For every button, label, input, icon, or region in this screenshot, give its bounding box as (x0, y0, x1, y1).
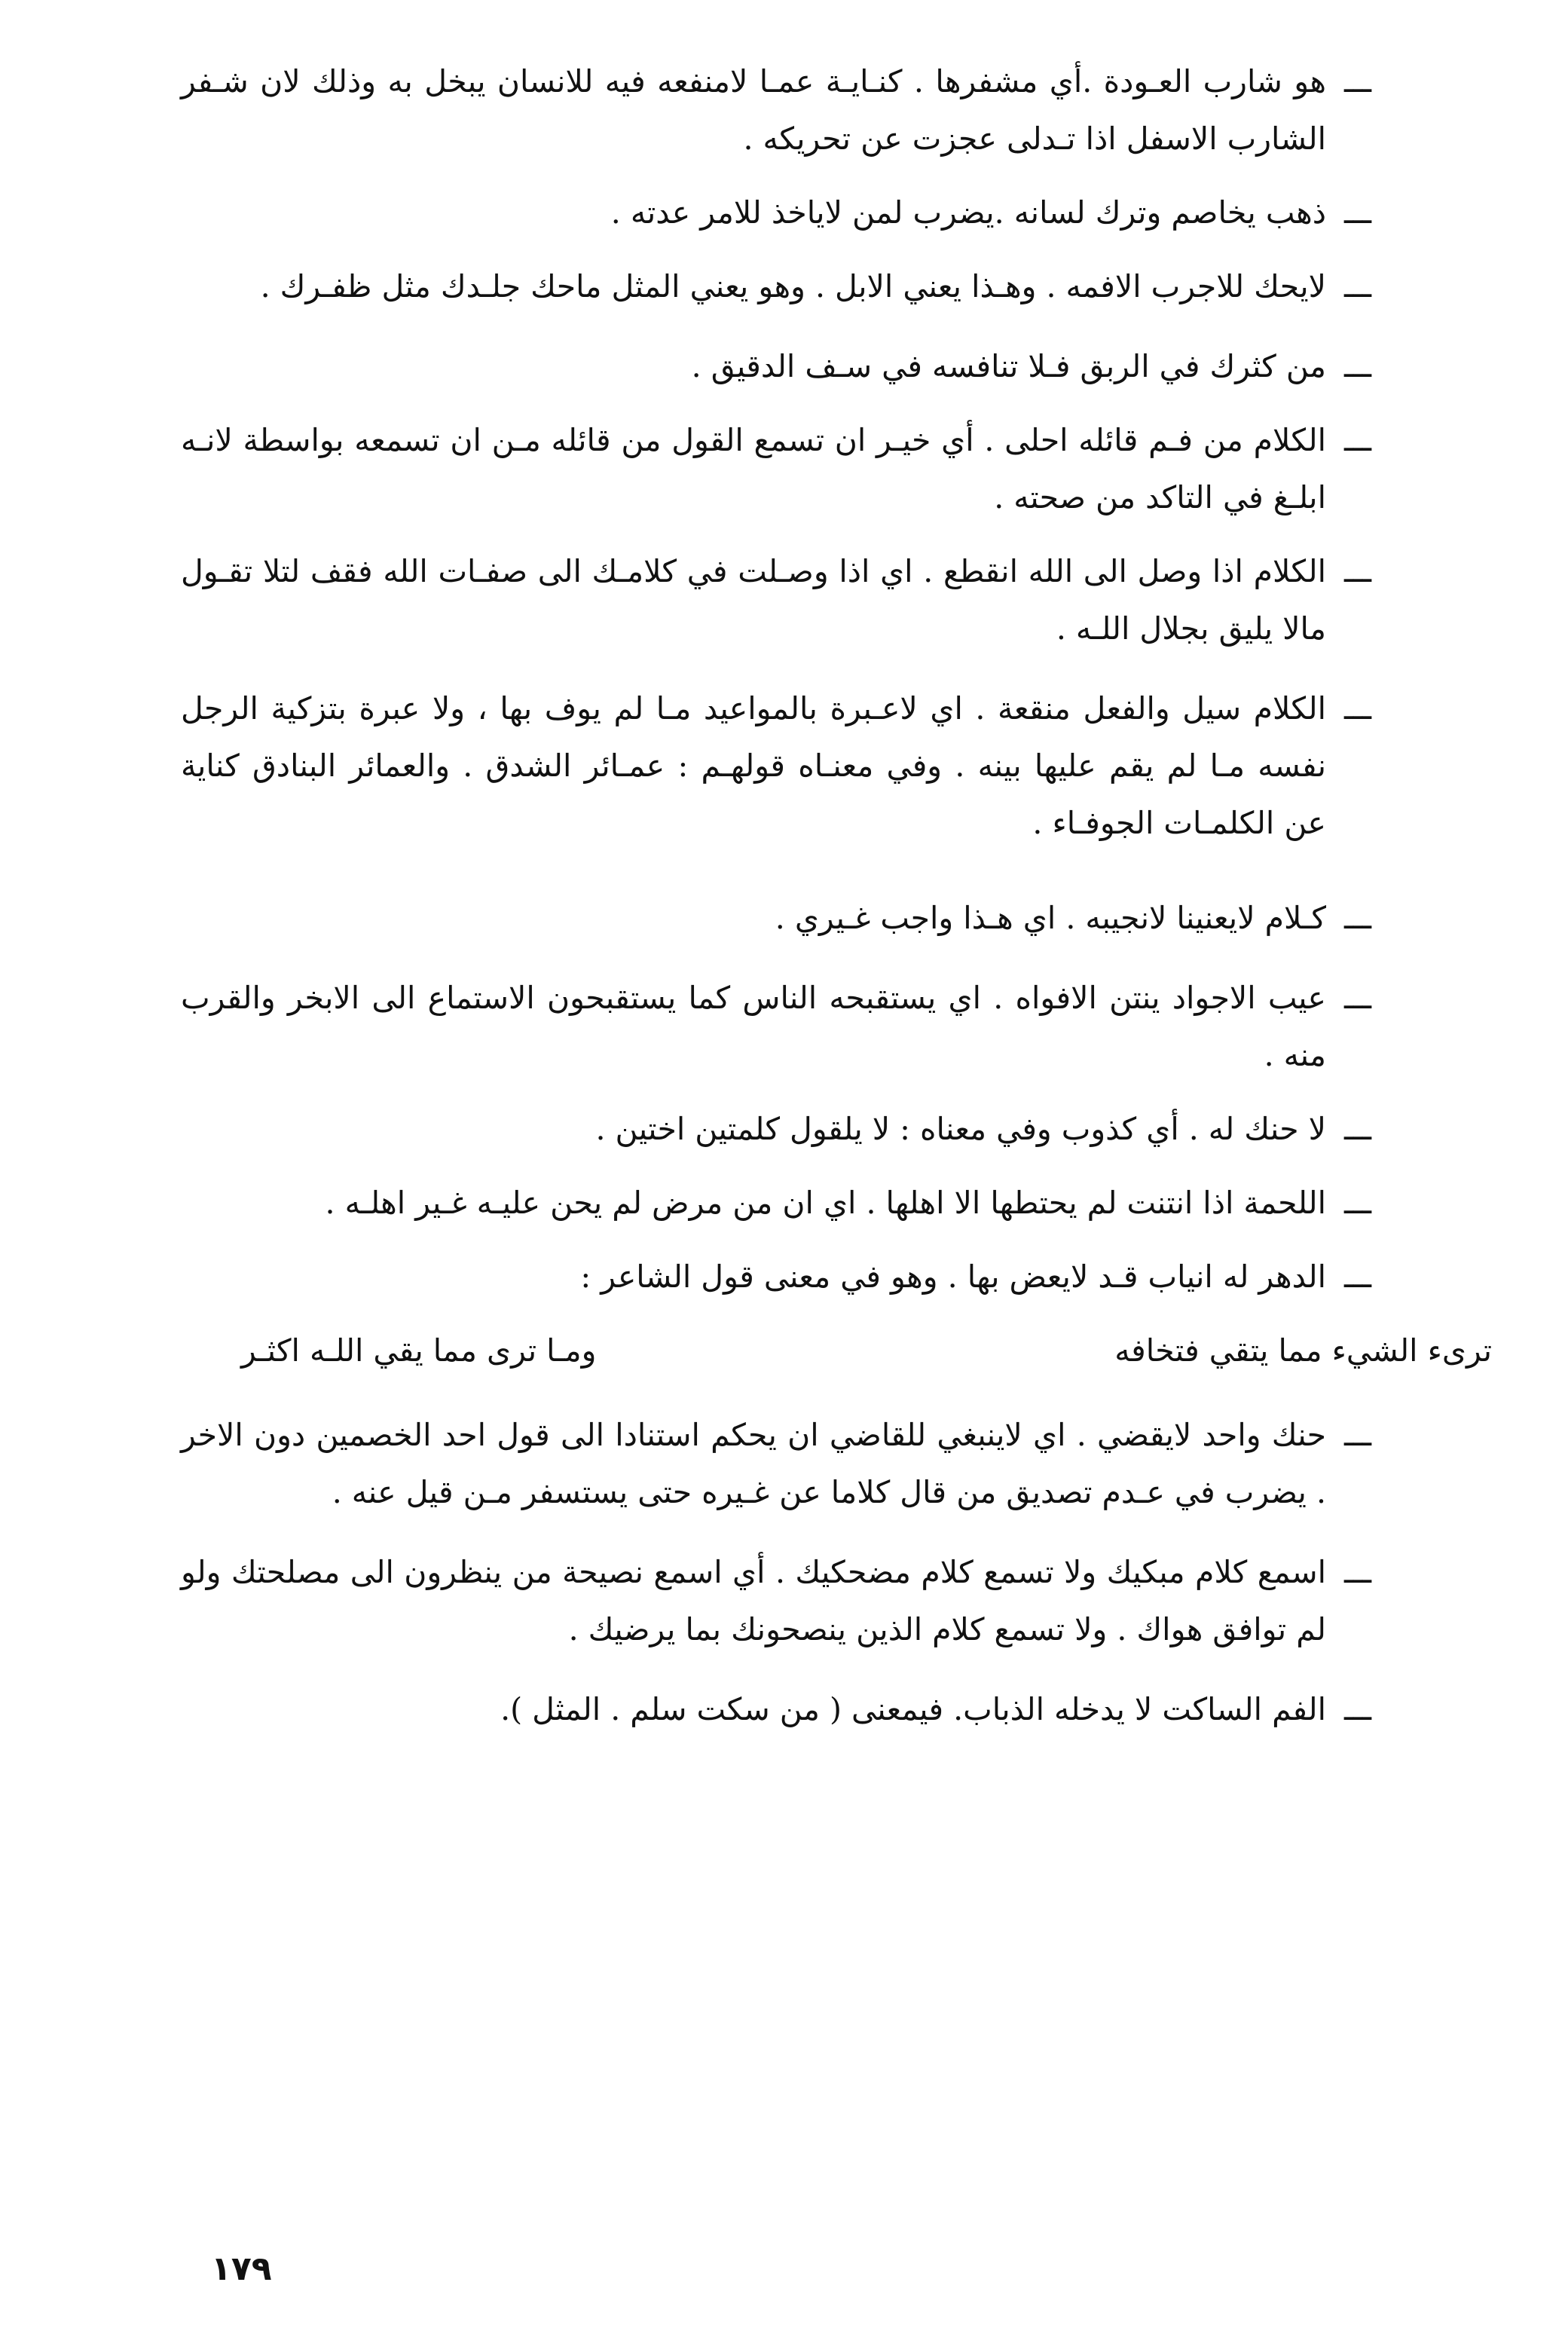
verse-second-hemistich: ومـا ترى مما يقي اللـه اكثـر (241, 1332, 597, 1369)
proverb-entry (181, 1681, 1371, 1738)
proverb-text: كـلام لايعنينا لانجيبه . اي هـذا واجب غـيري . (775, 900, 1326, 936)
bullet-dash: ـــ (1343, 63, 1371, 99)
proverb-text: لايحك للاجرب الافمه . وهـذا يعني الابل . وهو يعني المثل ماحك جلـدك مثل ظفـرك . (260, 268, 1326, 304)
poetry-verse (241, 1322, 1492, 1379)
bullet-dash: ـــ (1343, 1417, 1371, 1453)
proverb-entry (181, 543, 1371, 657)
proverb-text: من كثرك في الربق فـلا تنافسه في سـف الدقيق . (691, 348, 1326, 384)
bullet-dash: ـــ (1343, 900, 1371, 936)
proverb-text: الكلام من فـم قائله احلى . أي خيـر ان تسمع القول من قائله مـن ان تسمعه بواسطة لانـه ابلـغ في التاكد من صحته . (181, 422, 1326, 515)
proverb-text: اسمع كلام مبكيك ولا تسمع كلام مضحكيك . أي اسمع نصيحة من ينظرون الى مصلحتك ولو لم توافق هواك . ولا تسمع كلام الذين ينصحونك بما يرضيك . (181, 1554, 1326, 1647)
proverb-text: اللحمة اذا انتنت لم يحتطها الا اهلها . اي ان من مرض لم يحن عليـه غـير اهلـه . (325, 1185, 1326, 1221)
proverb-entry (181, 680, 1371, 852)
bullet-dash: ـــ (1343, 1259, 1371, 1295)
page-number: ١٧٩ (211, 2250, 272, 2288)
verse-first-hemistich: ترىء الشيء مما يتقي فتخافه (1114, 1332, 1492, 1369)
bullet-dash: ـــ (1343, 690, 1371, 727)
proverb-text: لا حنك له . أي كذوب وفي معناه : لا يلقول كلمتين اختين . (595, 1111, 1326, 1147)
proverb-entry (181, 889, 1371, 947)
bullet-dash: ـــ (1343, 268, 1371, 304)
proverb-text: حنك واحد لايقضي . اي لاينبغي للقاضي ان يحكم استنادا الى قول احد الخصمين دون الاخر . يضرب في عـدم تصديق من قال كلاما عن غـيره حتى يستسفر مـن قيل عنه . (181, 1417, 1326, 1510)
proverb-entry (181, 1248, 1371, 1305)
proverb-text: الفم الساكت لا يدخله الذباب. فيمعنى ( من سكت سلم . المثل ). (500, 1691, 1326, 1727)
proverb-text: الكلام سيل والفعل منقعة . اي لاعـبرة بالمواعيد مـا لم يوف بها ، ولا عبرة بتزكية الرجل نفسه مـا لم يقم عليها بينه . وفي معنـاه قولهـم : عمـائر الشدق . والعمائر البنادق كناية عن الكلمـات الجوفـاء . (181, 690, 1326, 841)
proverb-entry (181, 1543, 1371, 1658)
proverb-entry (181, 1100, 1371, 1158)
bullet-dash: ـــ (1343, 1185, 1371, 1221)
bullet-dash: ـــ (1343, 1111, 1371, 1147)
bullet-dash: ـــ (1343, 194, 1371, 231)
proverb-entry (181, 53, 1371, 167)
bullet-dash: ـــ (1343, 422, 1371, 458)
proverb-entry (181, 338, 1371, 395)
proverb-text: هو شارب العـودة .أي مشفرها . كنـايـة عمـا لامنفعه فيه للانسان يبخل به وذلك لان شـفر الشارب الاسفل اذا تـدلى عجزت عن تحريكه . (181, 63, 1326, 157)
proverb-text: عيب الاجواد ينتن الافواه . اي يستقبحه الناس كما يستقبحون الاستماع الى الابخر والقرب منه . (181, 980, 1326, 1073)
book-page (181, 53, 1492, 2238)
proverb-entry (181, 969, 1371, 1084)
proverb-entry (181, 184, 1371, 241)
bullet-dash: ـــ (1343, 348, 1371, 384)
bullet-dash: ـــ (1343, 1691, 1371, 1727)
proverb-text: الكلام اذا وصل الى الله انقطع . اي اذا وصـلت في كلامـك الى صفـات الله فقف لتلا تقـول مالا يليق بجلال اللـه . (181, 553, 1326, 647)
proverb-text: الدهر له انياب قـد لايعض بها . وهو في معنى قول الشاعر : (580, 1259, 1326, 1295)
bullet-dash: ـــ (1343, 980, 1371, 1016)
proverb-entry (181, 1174, 1371, 1231)
proverb-entry (181, 258, 1371, 315)
bullet-dash: ـــ (1343, 1554, 1371, 1590)
bullet-dash: ـــ (1343, 553, 1371, 589)
proverb-entry (181, 411, 1371, 526)
proverb-text: ذهب يخاصم وترك لسانه .يضرب لمن لاياخذ للامر عدته . (610, 194, 1326, 231)
proverb-entry (181, 1406, 1371, 1521)
